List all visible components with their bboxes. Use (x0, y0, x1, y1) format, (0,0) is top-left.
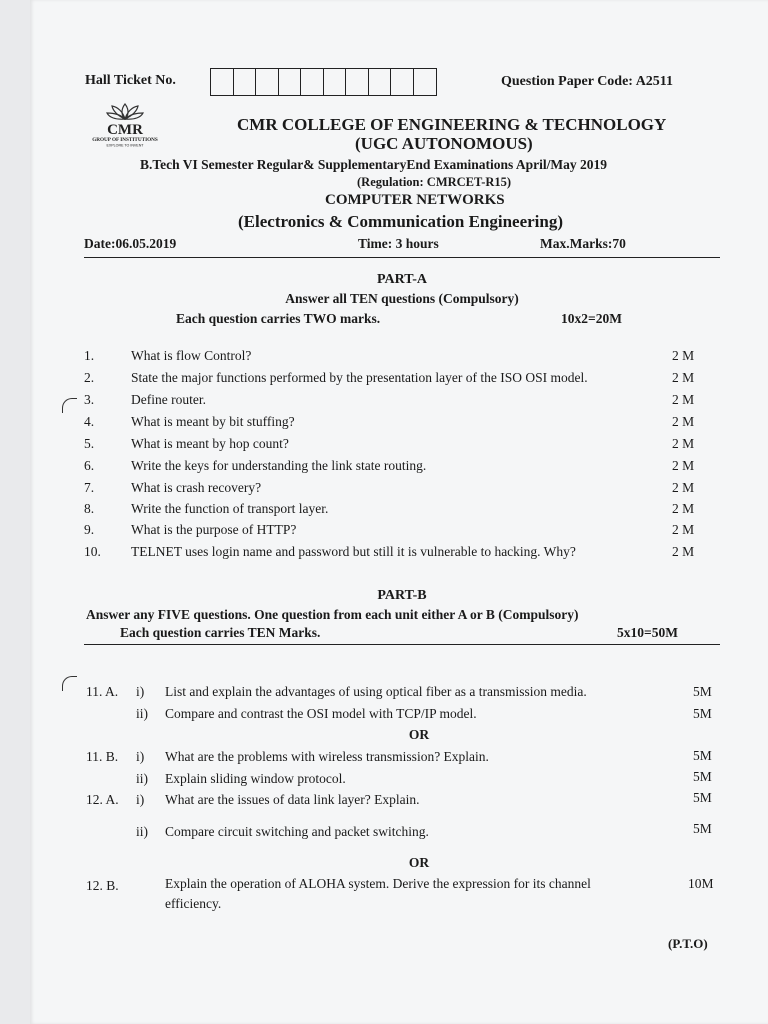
question-text: Write the function of transport layer. (131, 501, 329, 516)
list-item (84, 348, 704, 369)
header-divider (84, 257, 720, 258)
part-b-title: PART-B (377, 588, 427, 603)
question-marks: 2 M (672, 480, 695, 495)
question-marks: 5M (693, 706, 712, 721)
hall-ticket-label: Hall Ticket No. (85, 73, 176, 88)
list-item (84, 436, 704, 457)
question-label: 11. A. (86, 684, 119, 699)
question-number: 8. (84, 501, 95, 516)
question-number: 2. (84, 370, 95, 385)
question-number: 4. (84, 414, 95, 429)
part-a-instruction: Answer all TEN questions (Compulsory) (285, 291, 519, 306)
question-number: 3. (84, 392, 95, 407)
exam-title: B.Tech VI Semester Regular& SupplementaryEnd Examinations April/May 2019 (140, 157, 608, 172)
question-number: 7. (84, 480, 95, 495)
page-turn-over: (P.T.O) (668, 936, 708, 951)
question-text: What is meant by hop count? (131, 436, 289, 451)
ticket-box (369, 69, 392, 95)
question-text: State the major functions performed by the presentation layer of the ISO OSI model. (131, 370, 588, 385)
question-marks: 2 M (672, 414, 695, 429)
ticket-box (414, 69, 437, 95)
question-text: List and explain the advantages of using optical fiber as a transmission media. (165, 684, 587, 699)
question-marks: 5M (693, 769, 712, 784)
question-text: What is flow Control? (131, 348, 252, 363)
question-number: 1. (84, 348, 95, 363)
logo-subtext: GROUP OF INSTITUTIONS (92, 137, 158, 143)
ticket-box (346, 69, 369, 95)
part-a-each-marks: Each question carries TWO marks. (176, 311, 381, 326)
list-item (84, 458, 704, 479)
college-name: CMR COLLEGE OF ENGINEERING & TECHNOLOGY (237, 115, 667, 134)
question-marks: 5M (693, 821, 712, 836)
exam-time: Time: 3 hours (358, 236, 439, 251)
list-item (84, 392, 704, 413)
question-text-continued: efficiency. (165, 896, 222, 911)
ticket-box (211, 69, 234, 95)
ticket-box (256, 69, 279, 95)
question-text: What is the purpose of HTTP? (131, 522, 297, 537)
regulation: (Regulation: CMRCET-R15) (357, 175, 512, 189)
question-marks: 2 M (672, 501, 695, 516)
sub-question-number: ii) (136, 771, 148, 786)
punch-mark (62, 676, 77, 691)
question-text: What is crash recovery? (131, 480, 262, 495)
cmr-logo (82, 100, 168, 148)
question-label: 12. B. (86, 878, 119, 893)
question-marks: 2 M (672, 392, 695, 407)
question-text: Write the keys for understanding the link state routing. (131, 458, 427, 473)
list-item (84, 501, 704, 522)
exam-date: Date:06.05.2019 (84, 236, 177, 251)
part-b-divider (84, 644, 720, 645)
list-item (84, 414, 704, 435)
part-b-each-marks: Each question carries TEN Marks. (120, 625, 321, 640)
max-marks: Max.Marks:70 (540, 236, 626, 251)
question-number: 5. (84, 436, 95, 451)
question-label: 11. B. (86, 749, 119, 764)
ticket-box (391, 69, 414, 95)
question-text: What are the issues of data link layer? Explain. (165, 792, 420, 807)
punch-mark (62, 398, 77, 413)
subject-name: COMPUTER NETWORKS (325, 192, 505, 208)
list-item (84, 544, 704, 565)
question-marks: 2 M (672, 370, 695, 385)
ticket-box (234, 69, 257, 95)
hall-ticket-boxes (210, 68, 437, 96)
or-separator: OR (408, 855, 430, 870)
ticket-box (279, 69, 302, 95)
question-marks: 2 M (672, 522, 695, 537)
question-marks: 5M (693, 790, 712, 805)
ticket-box (301, 69, 324, 95)
or-separator: OR (408, 727, 430, 742)
question-marks: 10M (688, 876, 714, 891)
ticket-box (324, 69, 347, 95)
logo-tagline: EXPLORE TO INVENT (106, 143, 144, 148)
question-text: Explain sliding window protocol. (165, 771, 346, 786)
list-item (84, 522, 704, 543)
part-b-instruction: Answer any FIVE questions. One question from each unit either A or B (Compulsory) (86, 607, 579, 622)
question-marks: 2 M (672, 544, 695, 559)
sub-question-number: i) (136, 792, 145, 807)
question-number: 9. (84, 522, 95, 537)
question-number: 6. (84, 458, 95, 473)
question-text: Explain the operation of ALOHA system. Derive the expression for its channel (165, 876, 591, 891)
question-marks: 5M (693, 748, 712, 763)
sub-question-number: i) (136, 684, 145, 699)
list-item (84, 480, 704, 501)
sub-question-number: ii) (136, 824, 148, 839)
cmr-logo-icon (82, 100, 168, 148)
question-text: TELNET uses login name and password but still it is vulnerable to hacking. Why? (131, 544, 576, 559)
logo-text: CMR (107, 122, 143, 138)
question-paper-code: Question Paper Code: A2511 (501, 74, 674, 89)
list-item (84, 370, 704, 391)
question-text: Compare circuit switching and packet switching. (165, 824, 429, 839)
question-marks: 2 M (672, 436, 695, 451)
part-a-total: 10x2=20M (561, 311, 622, 326)
part-a-title: PART-A (376, 272, 428, 287)
branch-name: (Electronics & Communication Engineering) (238, 212, 564, 231)
question-text: What is meant by bit stuffing? (131, 414, 295, 429)
question-text: Define router. (131, 392, 206, 407)
question-text: Compare and contrast the OSI model with TCP/IP model. (165, 706, 477, 721)
question-marks: 2 M (672, 348, 695, 363)
question-text: What are the problems with wireless transmission? Explain. (165, 749, 489, 764)
question-label: 12. A. (86, 792, 119, 807)
sub-question-number: i) (136, 749, 145, 764)
question-number: 10. (84, 544, 101, 559)
sub-question-number: ii) (136, 706, 148, 721)
part-b-total: 5x10=50M (617, 625, 678, 640)
question-marks: 2 M (672, 458, 695, 473)
question-marks: 5M (693, 684, 712, 699)
autonomy-status: (UGC AUTONOMOUS) (355, 134, 533, 153)
